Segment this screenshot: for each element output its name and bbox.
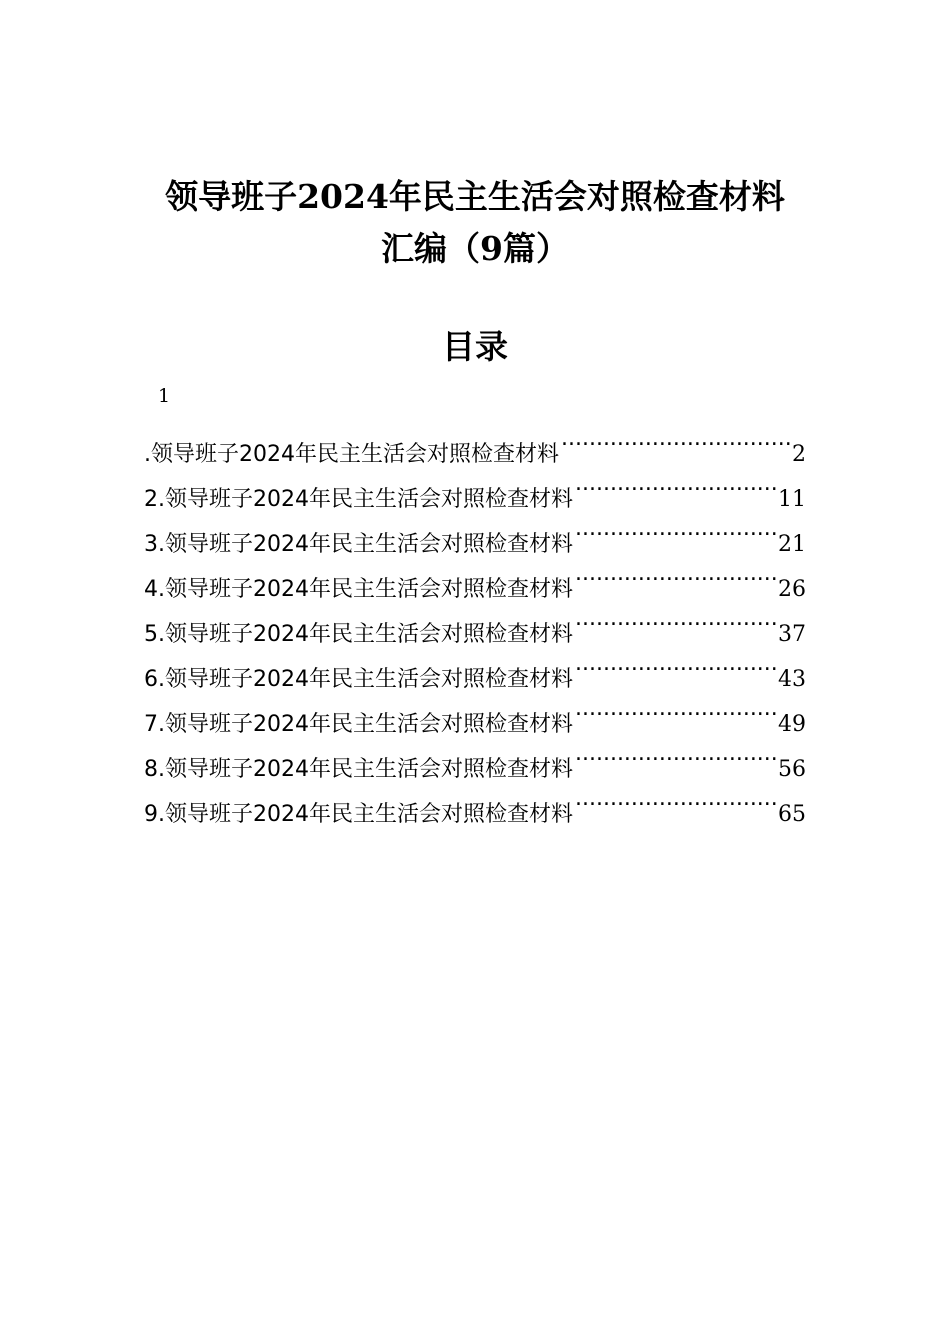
toc-dot-leader [575, 731, 776, 776]
toc-entry-page: 56 [778, 757, 806, 782]
toc-dot-leader [575, 686, 776, 731]
toc-entry-title: .领导班子2024年民主生活会对照检查材料 [144, 442, 559, 467]
toc-dot-leader [575, 596, 776, 641]
toc-entry-title: 5.领导班子2024年民主生活会对照检查材料 [144, 622, 573, 647]
toc-entry-page: 43 [778, 667, 806, 692]
toc-entry-title: 8.领导班子2024年民主生活会对照检查材料 [144, 757, 573, 782]
toc-entry-title: 9.领导班子2024年民主生活会对照检查材料 [144, 802, 573, 827]
toc-dot-leader [575, 641, 776, 686]
toc-dot-leader [575, 551, 776, 596]
toc-entry-title: 3.领导班子2024年民主生活会对照检查材料 [144, 532, 573, 557]
toc-entry-title: 2.领导班子2024年民主生活会对照检查材料 [144, 487, 573, 512]
toc-entry-page: 65 [778, 802, 806, 827]
toc-heading: 目录 [442, 327, 508, 366]
toc-entry-page: 11 [778, 487, 806, 512]
toc-stray-number: 1 [158, 385, 171, 407]
toc-dot-leader [575, 506, 776, 551]
toc-entry-page: 21 [778, 532, 806, 557]
toc-entry-title: 6.领导班子2024年民主生活会对照检查材料 [144, 667, 573, 692]
toc-dot-leader [561, 416, 790, 461]
toc-entry-title: 4.领导班子2024年民主生活会对照检查材料 [144, 577, 573, 602]
document-title-line-2: 汇编（9篇） [381, 229, 569, 268]
toc-entry-page: 26 [778, 577, 806, 602]
toc-entry-1[interactable] [144, 416, 806, 467]
toc-entry-page: 37 [778, 622, 806, 647]
document-title-line-1: 领导班子2024年民主生活会对照检查材料 [165, 177, 785, 216]
toc-entry-title: 7.领导班子2024年民主生活会对照检查材料 [144, 712, 573, 737]
table-of-contents [144, 416, 806, 827]
toc-entry-page: 2 [792, 442, 806, 467]
toc-dot-leader [575, 461, 776, 506]
toc-entry-page: 49 [778, 712, 806, 737]
toc-dot-leader [575, 776, 776, 821]
